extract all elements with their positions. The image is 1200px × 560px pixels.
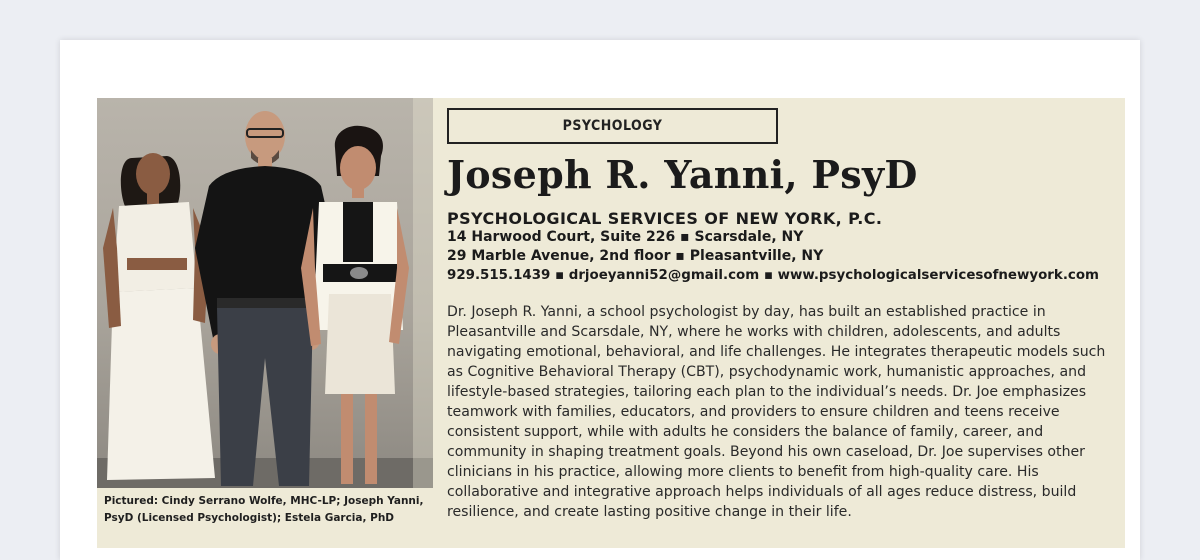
- profile-panel: [97, 98, 1125, 548]
- category-label: PSYCHOLOGY: [447, 108, 778, 144]
- firm-name: PSYCHOLOGICAL SERVICES OF NEW YORK, P.C.: [447, 209, 883, 228]
- profile-content: [447, 108, 1117, 522]
- team-photo: [97, 98, 433, 488]
- person-left: [103, 153, 215, 480]
- team-photo-illustration: [97, 98, 433, 488]
- photo-caption: Pictured: Cindy Serrano Wolfe, MHC-LP; Joseph Yanni, PsyD (Licensed Psychologist); Estela Garcia, PhD: [104, 495, 424, 524]
- photo-edge-fade: [413, 98, 433, 488]
- article-page: [60, 40, 1140, 560]
- contact-line: 929.515.1439 ▪ drjoeyanni52@gmail.com ▪ www.psychologicalservicesofnewyork.com: [447, 268, 1099, 283]
- address-scarsdale: 14 Harwood Court, Suite 226 ▪ Scarsdale, NY: [447, 229, 804, 245]
- person-right: [301, 126, 409, 484]
- profile-name: Joseph R. Yanni, PsyD: [447, 152, 918, 197]
- address-pleasantville: 29 Marble Avenue, 2nd floor ▪ Pleasantville, NY: [447, 248, 824, 264]
- bio-paragraph: Dr. Joseph R. Yanni, a school psychologist by day, has built an established practice in Pleasantville and Scarsdale, NY, where he works with children, adolescents, and adults navigating emotional, behavioral, and life challenges. He integrates therapeutic models such as Cognitive Behavioral Therapy (CBT), psychodynamic work, humanistic approaches, and lifestyle-based strategies, tailoring each plan to the individual’s needs. Dr. Joe emphasizes teamwork with families, educators, and providers to ensure children and teens receive consistent support, while with adults he considers the balance of family, career, and community in shaping treatment goals. Beyond his own caseload, Dr. Joe supervises other clinicians in his practice, allowing more clients to benefit from high-quality care. His collaborative and integrative approach helps individuals of all ages reduce distress, build resilience, and create lasting positive change in their life.: [447, 304, 1106, 520]
